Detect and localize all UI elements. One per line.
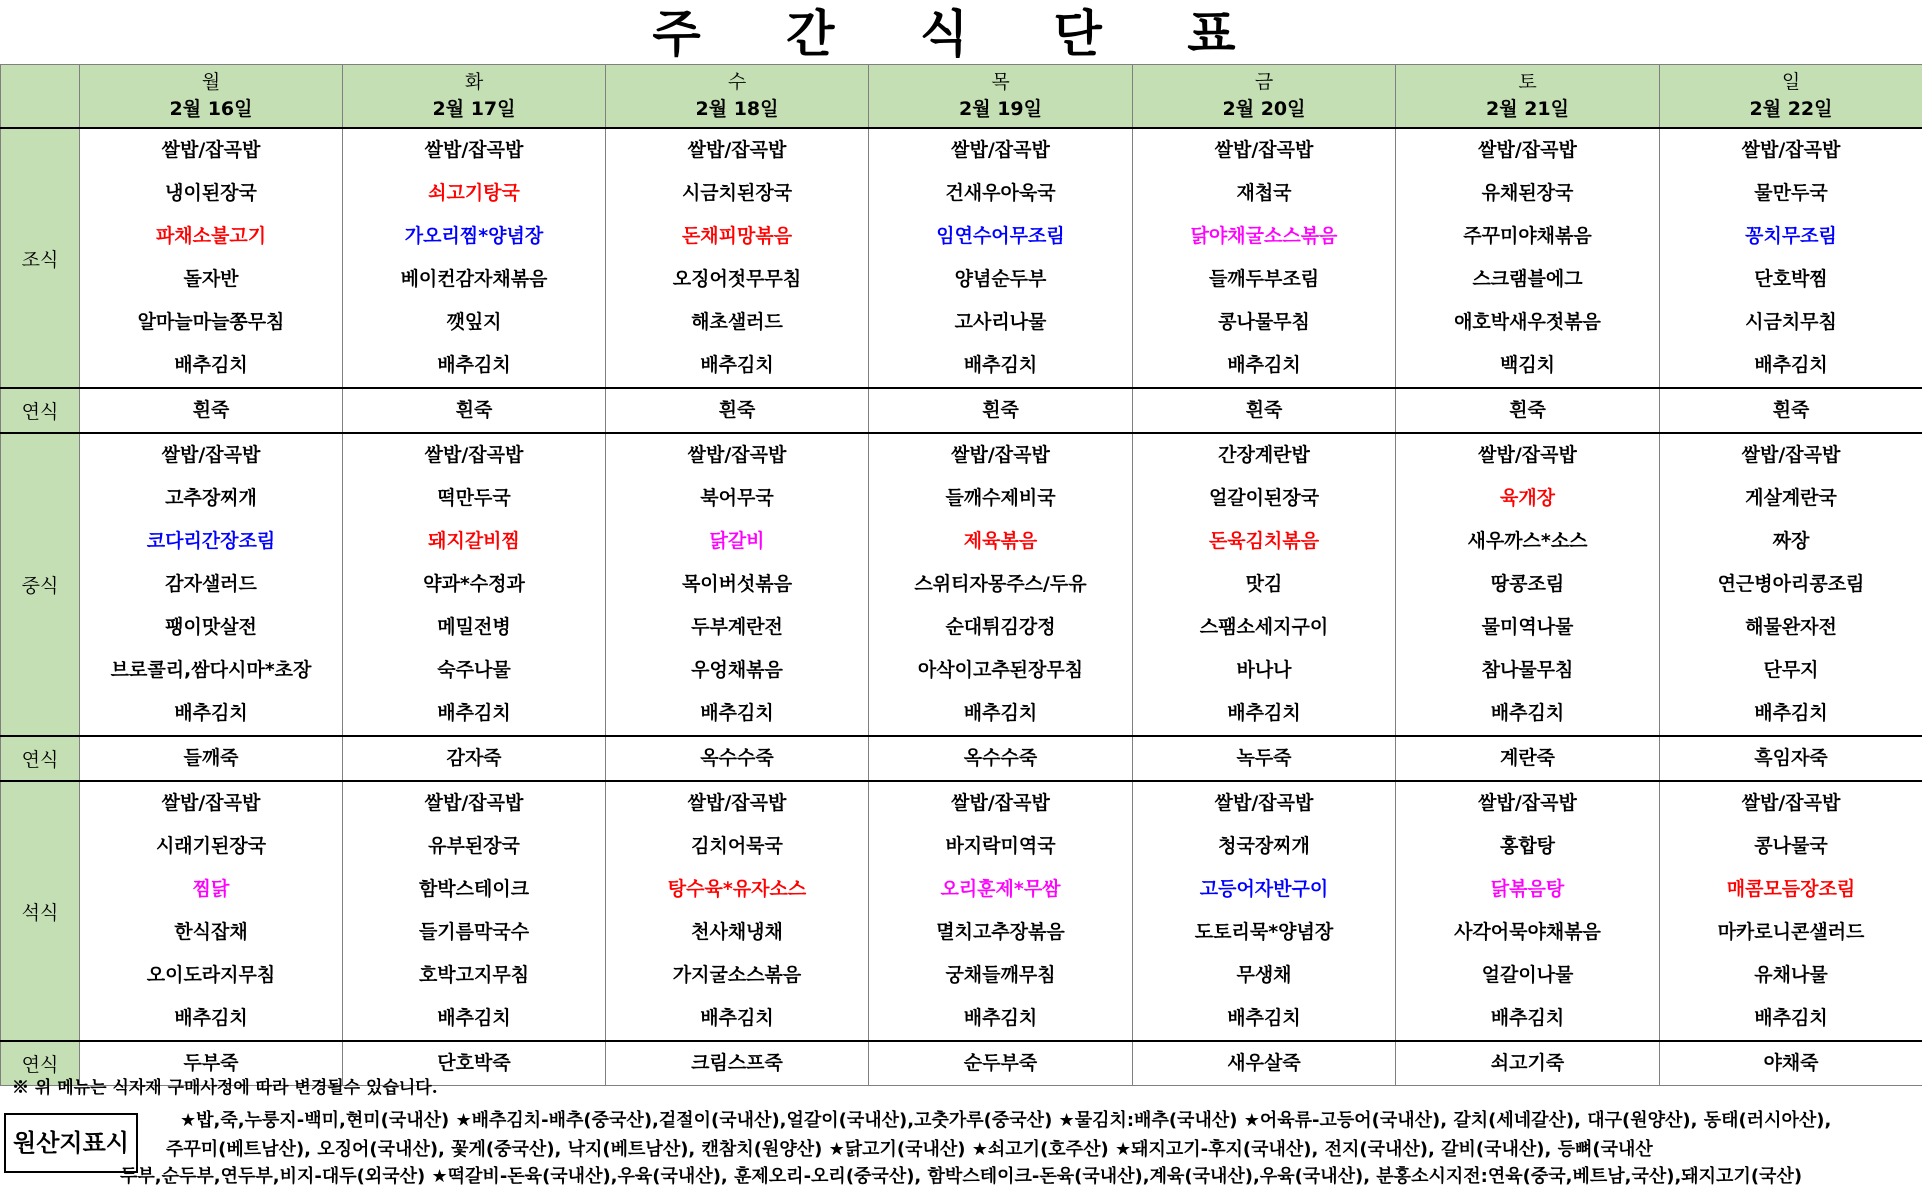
menu-item: 천사채냉채 xyxy=(691,921,783,943)
menu-item: 돼지갈비찜 xyxy=(428,530,520,552)
meal-label: 연식 xyxy=(1,388,80,433)
day-date: 2월 22일 xyxy=(1749,98,1833,120)
menu-item: 제육볶음 xyxy=(963,530,1038,552)
menu-item: 매콤모듬장조림 xyxy=(1726,878,1856,900)
menu-cell xyxy=(1660,781,1922,1041)
menu-item: 시래기된장국 xyxy=(155,835,267,857)
menu-cell xyxy=(606,433,869,736)
day-header-row xyxy=(1,65,1922,129)
menu-item: 쌀밥/잡곡밥 xyxy=(1741,139,1841,161)
menu-item: 물미역나물 xyxy=(1481,616,1574,638)
menu-item: 시금치무침 xyxy=(1745,311,1837,333)
menu-item: 찜닭 xyxy=(192,878,230,900)
menu-cell xyxy=(1660,388,1922,433)
menu-item: 오리훈제*무쌈 xyxy=(940,878,1061,900)
day-header-4 xyxy=(1133,65,1396,129)
menu-item: 꽁치무조림 xyxy=(1745,225,1837,247)
menu-item: 시금치된장국 xyxy=(681,182,793,204)
menu-item: 배추김치 xyxy=(174,1007,248,1029)
day-name: 월 xyxy=(201,71,221,93)
menu-cell xyxy=(869,388,1133,433)
menu-item: 궁채들깨무침 xyxy=(945,964,1056,986)
menu-item: 들깨수제비국 xyxy=(945,487,1056,509)
menu-item: 재첩국 xyxy=(1236,182,1292,204)
menu-item: 주꾸미야채볶음 xyxy=(1463,225,1592,247)
day-name: 수 xyxy=(727,71,747,93)
menu-item: 쌀밥/잡곡밥 xyxy=(1478,444,1577,466)
menu-item: 바나나 xyxy=(1236,659,1292,681)
menu-item: 배추김치 xyxy=(1754,702,1828,724)
menu-item: 한식잡채 xyxy=(174,921,248,943)
menu-item: 쌀밥/잡곡밥 xyxy=(951,139,1050,161)
menu-body xyxy=(1,65,1922,1086)
menu-item: 유부된장국 xyxy=(428,835,520,857)
menu-item: 짜장 xyxy=(1772,530,1810,552)
meal-label: 연식 xyxy=(1,1041,80,1086)
menu-item: 해초샐러드 xyxy=(691,311,783,333)
menu-item: 닭볶음탕 xyxy=(1490,878,1565,900)
menu-item: 쌀밥/잡곡밥 xyxy=(687,792,787,814)
weekly-menu-table xyxy=(0,64,1922,1086)
day-date: 2월 20일 xyxy=(1222,98,1306,120)
origin-line-1: ★밥,죽,누룽지-백미,현미(국내산) ★배추김치-배추(중국산),겉절이(국내산),얼갈이(국내산),고춧가루(중국산) ★물김치:배추(국내산) ★어육류-고등어(국내산), 갈치(세네갈산), 대구(원양산), 동태(러시아산), xyxy=(180,1110,1832,1131)
menu-item: 쌀밥/잡곡밥 xyxy=(687,139,787,161)
menu-item: 호박고지무침 xyxy=(418,964,530,986)
menu-item: 쌀밥/잡곡밥 xyxy=(424,792,524,814)
menu-item: 순두부죽 xyxy=(963,1052,1038,1074)
meal-row-0 xyxy=(1,128,1922,388)
menu-item: 배추김치 xyxy=(700,1007,774,1029)
menu-item: 배추김치 xyxy=(700,702,774,724)
meal-row-1 xyxy=(1,388,1922,433)
menu-item: 흰죽 xyxy=(1245,399,1283,421)
menu-item: 건새우아욱국 xyxy=(945,182,1056,204)
menu-item: 쌀밥/잡곡밥 xyxy=(1214,139,1314,161)
menu-item: 깻잎지 xyxy=(446,311,502,333)
menu-item: 배추김치 xyxy=(437,1007,511,1029)
menu-item: 게살계란국 xyxy=(1745,487,1837,509)
menu-cell xyxy=(1660,1041,1922,1086)
menu-item: 양념순두부 xyxy=(954,268,1047,290)
menu-item: 쌀밥/잡곡밥 xyxy=(951,444,1050,466)
menu-item: 맛김 xyxy=(1245,573,1283,595)
menu-item: 오징어젓무무침 xyxy=(672,268,802,290)
day-header-1 xyxy=(343,65,606,129)
day-name: 금 xyxy=(1254,71,1274,93)
menu-item: 배추김치 xyxy=(963,702,1038,724)
menu-item: 오이도라지무침 xyxy=(146,964,276,986)
menu-item: 두부죽 xyxy=(183,1052,239,1074)
menu-item: 들깨두부조림 xyxy=(1208,268,1320,290)
menu-item: 배추김치 xyxy=(1227,354,1301,376)
menu-item: 돈육김치볶음 xyxy=(1208,530,1320,552)
menu-cell xyxy=(343,128,606,388)
change-notice: ※ 위 메뉴는 식자재 구매사정에 따라 변경될수 있습니다. xyxy=(12,1078,438,1098)
menu-cell xyxy=(343,781,606,1041)
menu-item: 쌀밥/잡곡밥 xyxy=(161,444,261,466)
menu-cell xyxy=(1396,736,1660,781)
menu-cell xyxy=(1133,1041,1396,1086)
menu-item: 녹두죽 xyxy=(1236,747,1292,769)
day-header-0 xyxy=(80,65,343,129)
menu-item: 쌀밥/잡곡밥 xyxy=(161,139,261,161)
menu-cell xyxy=(869,781,1133,1041)
menu-item: 고등어자반구이 xyxy=(1199,878,1329,900)
menu-item: 배추김치 xyxy=(1490,702,1565,724)
menu-item: 쌀밥/잡곡밥 xyxy=(1741,444,1841,466)
menu-cell xyxy=(80,736,343,781)
meal-label: 조식 xyxy=(1,128,80,388)
meal-label: 중식 xyxy=(1,433,80,736)
menu-cell xyxy=(343,388,606,433)
menu-item: 콩나물국 xyxy=(1754,835,1828,857)
menu-item: 쌀밥/잡곡밥 xyxy=(1478,139,1577,161)
menu-item: 얼갈이된장국 xyxy=(1208,487,1320,509)
day-date: 2월 19일 xyxy=(959,98,1042,120)
menu-item: 옥수수죽 xyxy=(963,747,1038,769)
menu-item: 가오리찜*양념장 xyxy=(404,225,544,247)
menu-item: 배추김치 xyxy=(963,354,1038,376)
meal-row-3 xyxy=(1,736,1922,781)
menu-item: 약과*수정과 xyxy=(423,573,525,595)
menu-item: 팽이맛살전 xyxy=(165,616,257,638)
menu-item: 쇠고기탕국 xyxy=(428,182,520,204)
menu-item: 쌀밥/잡곡밥 xyxy=(687,444,787,466)
day-date: 2월 18일 xyxy=(695,98,779,120)
meal-label: 연식 xyxy=(1,736,80,781)
menu-item: 새우까스*소스 xyxy=(1467,530,1588,552)
menu-item: 목이버섯볶음 xyxy=(681,573,793,595)
menu-item: 흰죽 xyxy=(1509,399,1546,421)
menu-item: 가지굴소스볶음 xyxy=(672,964,802,986)
origin-line-3: 두부,순두부,연두부,비지-대두(외국산) ★떡갈비-돈육(국내산),우육(국내산), 훈제오리-오리(중국산), 함박스테이크-돈육(국내산),계육(국내산),우육(국내산), 분홍소시지전:연육(중국,베트남,국산),돼지고기(국산) xyxy=(120,1166,1803,1187)
day-name: 목 xyxy=(991,71,1010,93)
menu-item: 콩나물무침 xyxy=(1218,311,1310,333)
menu-item: 배추김치 xyxy=(174,354,248,376)
menu-item: 배추김치 xyxy=(1490,1007,1565,1029)
menu-item: 쌀밥/잡곡밥 xyxy=(951,792,1050,814)
menu-item: 배추김치 xyxy=(174,702,248,724)
menu-cell xyxy=(606,1041,869,1086)
menu-item: 쌀밥/잡곡밥 xyxy=(1478,792,1577,814)
menu-item: 홍합탕 xyxy=(1499,835,1556,857)
menu-item: 쌀밥/잡곡밥 xyxy=(424,139,524,161)
menu-cell xyxy=(606,128,869,388)
menu-cell xyxy=(1660,128,1922,388)
menu-item: 숙주나물 xyxy=(437,659,511,681)
menu-cell xyxy=(1396,433,1660,736)
day-header-5 xyxy=(1396,65,1660,129)
menu-cell xyxy=(1396,388,1660,433)
corner-cell xyxy=(1,65,80,129)
menu-cell xyxy=(869,1041,1133,1086)
menu-cell xyxy=(80,388,343,433)
menu-item: 청국장찌개 xyxy=(1218,835,1310,857)
menu-item: 스크램블에그 xyxy=(1472,268,1583,290)
menu-item: 흰죽 xyxy=(455,399,493,421)
menu-cell xyxy=(1396,1041,1660,1086)
menu-item: 배추김치 xyxy=(437,702,511,724)
menu-item: 감자샐러드 xyxy=(165,573,257,595)
menu-cell xyxy=(80,781,343,1041)
menu-item: 스팸소세지구이 xyxy=(1199,616,1329,638)
menu-cell xyxy=(1396,781,1660,1041)
menu-item: 계란죽 xyxy=(1499,747,1556,769)
menu-item: 쌀밥/잡곡밥 xyxy=(424,444,524,466)
menu-item: 탕수육*유자소스 xyxy=(667,878,807,900)
menu-item: 참나물무침 xyxy=(1481,659,1574,681)
menu-cell xyxy=(606,388,869,433)
menu-item: 브로콜리,쌈다시마*초장 xyxy=(110,659,312,681)
menu-item: 새우살죽 xyxy=(1227,1052,1301,1074)
menu-item: 감자죽 xyxy=(446,747,502,769)
menu-cell xyxy=(869,128,1133,388)
menu-item: 쌀밥/잡곡밥 xyxy=(1741,792,1841,814)
menu-item: 멸치고추장볶음 xyxy=(936,921,1065,943)
menu-item: 해물완자전 xyxy=(1745,616,1837,638)
menu-item: 떡만두국 xyxy=(437,487,511,509)
menu-item: 마카로니콘샐러드 xyxy=(1717,921,1865,943)
menu-item: 옥수수죽 xyxy=(700,747,774,769)
menu-cell xyxy=(1133,128,1396,388)
menu-item: 코다리간장조림 xyxy=(146,530,276,552)
menu-item: 냉이된장국 xyxy=(165,182,257,204)
menu-item: 닭갈비 xyxy=(709,530,765,552)
menu-item: 유채나물 xyxy=(1754,964,1828,986)
menu-item: 단호박찜 xyxy=(1754,268,1828,290)
menu-item: 배추김치 xyxy=(1754,1007,1828,1029)
menu-item: 흰죽 xyxy=(1772,399,1810,421)
day-name: 화 xyxy=(464,71,484,93)
menu-item: 땅콩조림 xyxy=(1490,573,1565,595)
menu-item: 쇠고기죽 xyxy=(1490,1052,1565,1074)
day-header-3 xyxy=(869,65,1133,129)
menu-item: 배추김치 xyxy=(437,354,511,376)
menu-item: 함박스테이크 xyxy=(418,878,530,900)
menu-item: 파채소불고기 xyxy=(155,225,267,247)
menu-cell xyxy=(869,433,1133,736)
menu-item: 사각어묵야채볶음 xyxy=(1454,921,1601,943)
menu-cell xyxy=(606,781,869,1041)
menu-item: 바지락미역국 xyxy=(945,835,1056,857)
menu-item: 들깨죽 xyxy=(183,747,239,769)
menu-item: 알마늘마늘쫑무침 xyxy=(137,311,285,333)
menu-item: 메밀전병 xyxy=(437,616,511,638)
menu-cell xyxy=(1133,388,1396,433)
menu-cell xyxy=(80,433,343,736)
menu-item: 흰죽 xyxy=(192,399,230,421)
menu-item: 얼갈이나물 xyxy=(1481,964,1574,986)
menu-item: 단호박죽 xyxy=(437,1052,511,1074)
menu-item: 유채된장국 xyxy=(1481,182,1574,204)
origin-line-2: 주꾸미(베트남산), 오징어(국내산), 꽃게(중국산), 낙지(베트남산), 캔참치(원양산) ★닭고기(국내산) ★쇠고기(호주산) ★돼지고기-후지(국내산), 전지(국내산), 갈비(국내산), 등뼈(국내산 xyxy=(166,1139,1653,1160)
menu-item: 애호박새우젓볶음 xyxy=(1454,311,1601,333)
menu-item: 육개장 xyxy=(1499,487,1556,509)
menu-cell xyxy=(606,736,869,781)
menu-cell xyxy=(80,128,343,388)
menu-cell xyxy=(1660,433,1922,736)
day-date: 2월 16일 xyxy=(169,98,253,120)
day-name: 토 xyxy=(1518,71,1537,93)
menu-item: 두부계란전 xyxy=(691,616,783,638)
menu-cell xyxy=(343,433,606,736)
meal-label: 석식 xyxy=(1,781,80,1041)
menu-item: 백김치 xyxy=(1499,354,1556,376)
menu-item: 김치어묵국 xyxy=(691,835,783,857)
menu-item: 흰죽 xyxy=(982,399,1019,421)
day-date: 2월 21일 xyxy=(1486,98,1569,120)
menu-item: 흰죽 xyxy=(718,399,756,421)
menu-item: 베이컨감자채볶음 xyxy=(400,268,548,290)
meal-row-4 xyxy=(1,781,1922,1041)
menu-item: 스위티자몽주스/두유 xyxy=(914,573,1087,595)
day-header-6 xyxy=(1660,65,1922,129)
menu-item: 고추장찌개 xyxy=(165,487,257,509)
menu-item: 간장계란밥 xyxy=(1218,444,1310,466)
day-name: 일 xyxy=(1781,71,1801,93)
day-date: 2월 17일 xyxy=(432,98,516,120)
day-header-2 xyxy=(606,65,869,129)
menu-item: 북어무국 xyxy=(700,487,774,509)
menu-item: 돌자반 xyxy=(183,268,239,290)
menu-cell xyxy=(343,736,606,781)
menu-cell xyxy=(869,736,1133,781)
menu-item: 돈채피망볶음 xyxy=(681,225,793,247)
menu-item: 들기름막국수 xyxy=(418,921,530,943)
menu-item: 배추김치 xyxy=(1227,1007,1301,1029)
menu-item: 쌀밥/잡곡밥 xyxy=(161,792,261,814)
menu-item: 무생채 xyxy=(1236,964,1292,986)
menu-cell xyxy=(1396,128,1660,388)
menu-cell xyxy=(1133,433,1396,736)
menu-item: 연근병아리콩조림 xyxy=(1717,573,1865,595)
menu-cell xyxy=(1660,736,1922,781)
menu-item: 고사리나물 xyxy=(954,311,1047,333)
menu-item: 배추김치 xyxy=(963,1007,1038,1029)
origin-label-box: 원산지표시 xyxy=(4,1113,138,1173)
menu-item: 우엉채볶음 xyxy=(691,659,783,681)
menu-item: 쌀밥/잡곡밥 xyxy=(1214,792,1314,814)
page-title: 주 간 식 단 표 xyxy=(652,5,1270,63)
menu-cell xyxy=(1133,781,1396,1041)
menu-item: 도토리묵*양념장 xyxy=(1194,921,1334,943)
menu-item: 닭야채굴소스볶음 xyxy=(1190,225,1338,247)
menu-item: 임연수어무조림 xyxy=(936,225,1065,247)
menu-item: 야채죽 xyxy=(1763,1052,1819,1074)
menu-cell xyxy=(1133,736,1396,781)
menu-item: 배추김치 xyxy=(700,354,774,376)
meal-row-2 xyxy=(1,433,1922,736)
menu-item: 아삭이고추된장무침 xyxy=(917,659,1084,681)
menu-item: 순대튀김강정 xyxy=(945,616,1056,638)
menu-item: 단무지 xyxy=(1763,659,1819,681)
menu-item: 물만두국 xyxy=(1754,182,1828,204)
menu-item: 크림스프죽 xyxy=(691,1052,783,1074)
menu-item: 배추김치 xyxy=(1227,702,1301,724)
menu-item: 흑임자죽 xyxy=(1754,747,1828,769)
menu-item: 배추김치 xyxy=(1754,354,1828,376)
